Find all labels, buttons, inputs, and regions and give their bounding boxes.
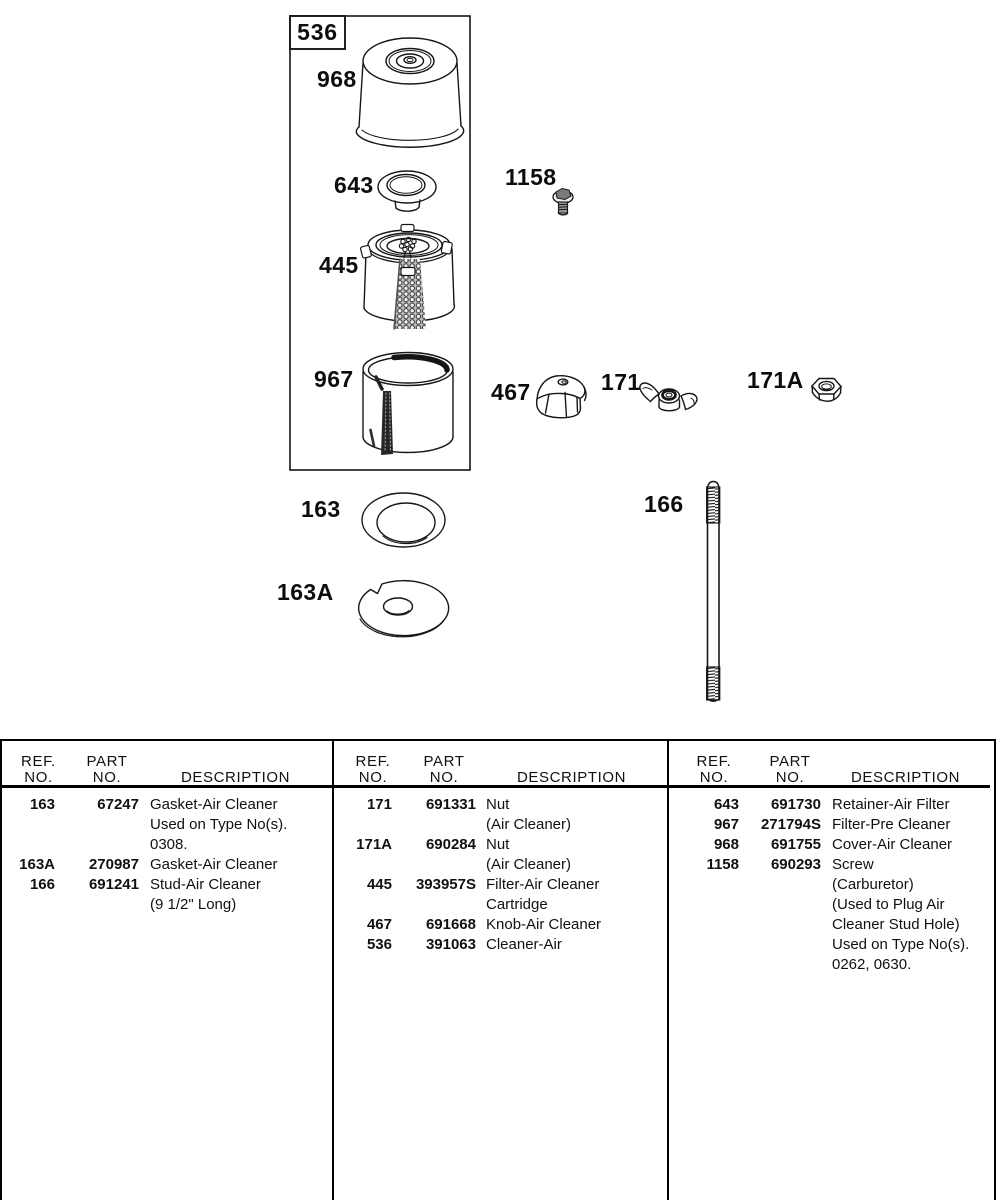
- parts-table-column-1: [2, 741, 332, 1200]
- threaded-stud-icon: [707, 482, 720, 702]
- description-line: Filter-Air Cleaner: [486, 876, 600, 893]
- table-row: [2, 795, 332, 855]
- part-no-header: PART NO.: [769, 753, 811, 786]
- ref-no-cell: 643: [713, 796, 739, 813]
- wing-nut-icon: [640, 383, 697, 411]
- ref-no-cell: 163A: [19, 856, 55, 873]
- part-no-cell: 691241: [88, 876, 139, 893]
- description-line: Gasket-Air Cleaner: [150, 796, 278, 813]
- part-no-header: PART NO.: [86, 753, 128, 786]
- part-no-cell: 691730: [770, 796, 821, 813]
- ref-no-header: REF. NO.: [355, 753, 391, 786]
- table-row: [2, 855, 332, 875]
- description-cell: [476, 915, 667, 935]
- part-no-cell: 691755: [770, 836, 821, 853]
- description-line: (Carburetor): [832, 876, 914, 893]
- description-line: Knob-Air Cleaner: [486, 916, 602, 933]
- gasket-ring-icon: [362, 493, 445, 547]
- part-no-header: PART NO.: [423, 753, 465, 786]
- description-cell: [821, 815, 990, 835]
- table-row: [334, 935, 667, 955]
- description-line: Retainer-Air Filter: [832, 796, 950, 813]
- description-line: 0262, 0630.: [832, 956, 912, 973]
- table-row: [669, 855, 990, 975]
- description-line: Nut: [486, 836, 510, 853]
- description-line: Used on Type No(s).: [832, 936, 970, 953]
- callout-445: 445: [319, 252, 359, 278]
- ref-no-cell: 968: [713, 836, 739, 853]
- callout-968: 968: [317, 66, 357, 92]
- table-header: [669, 741, 990, 788]
- description-header: DESCRIPTION: [850, 768, 961, 786]
- part-no-cell: 691331: [425, 796, 476, 813]
- callout-967: 967: [314, 366, 354, 392]
- part-no-cell: 67247: [97, 796, 139, 813]
- ref-no-header: REF. NO.: [696, 753, 732, 786]
- description-line: 0308.: [150, 836, 188, 853]
- ref-no-cell: 163: [29, 796, 55, 813]
- description-line: Screw: [832, 856, 874, 873]
- table-row: [2, 875, 332, 915]
- description-cell: [476, 835, 667, 875]
- description-line: Used on Type No(s).: [150, 816, 288, 833]
- air-cleaner-knob-icon: [537, 376, 586, 418]
- description-cell: [476, 935, 667, 955]
- description-line: Filter-Pre Cleaner: [832, 816, 951, 833]
- parts-table-column-2: [332, 741, 667, 1200]
- part-no-cell: 393957S: [415, 876, 476, 893]
- callout-171A: 171A: [747, 367, 804, 393]
- table-row: [334, 875, 667, 915]
- callout-163A: 163A: [277, 579, 334, 605]
- description-line: (Air Cleaner): [486, 856, 572, 873]
- description-line: (Air Cleaner): [486, 816, 572, 833]
- ref-no-cell: 171A: [356, 836, 392, 853]
- part-no-cell: 391063: [425, 936, 476, 953]
- table-body: [669, 788, 990, 975]
- callout-166: 166: [644, 491, 684, 517]
- description-cell: [139, 855, 332, 875]
- description-cell: [476, 795, 667, 835]
- description-header: DESCRIPTION: [516, 768, 627, 786]
- filter-cartridge-icon: [360, 225, 454, 330]
- ref-no-cell: 536: [366, 936, 392, 953]
- description-line: Cleaner-Air: [486, 936, 562, 953]
- part-no-cell: 271794S: [760, 816, 821, 833]
- callout-536: 536: [297, 19, 338, 45]
- part-no-cell: 270987: [88, 856, 139, 873]
- description-line: Nut: [486, 796, 510, 813]
- table-header: [334, 741, 667, 788]
- air-cleaner-cover-icon: [356, 38, 463, 147]
- pre-cleaner-filter-icon: [363, 353, 453, 456]
- description-cell: [821, 835, 990, 855]
- part-no-cell: 691668: [425, 916, 476, 933]
- hex-nut-icon: [812, 379, 841, 402]
- table-row: [669, 795, 990, 815]
- table-row: [334, 795, 667, 835]
- ref-no-cell: 171: [366, 796, 392, 813]
- description-line: (Used to Plug Air: [832, 896, 945, 913]
- ref-no-cell: 445: [366, 876, 392, 893]
- description-cell: [821, 855, 990, 975]
- ref-no-cell: 1158: [706, 856, 739, 873]
- description-line: Cover-Air Cleaner: [832, 836, 953, 853]
- ref-no-cell: 166: [29, 876, 55, 893]
- table-row: [669, 835, 990, 855]
- parts-table-column-3: [667, 741, 990, 1200]
- callout-163: 163: [301, 496, 341, 522]
- carburetor-screw-icon: [553, 189, 573, 215]
- description-line: Stud-Air Cleaner: [150, 876, 261, 893]
- callout-171: 171: [601, 369, 641, 395]
- table-body: [2, 788, 332, 915]
- part-no-cell: 690293: [770, 856, 821, 873]
- notched-gasket-icon: [359, 581, 449, 637]
- description-line: (9 1/2" Long): [150, 896, 237, 913]
- table-row: [669, 815, 990, 835]
- table-row: [334, 915, 667, 935]
- table-body: [334, 788, 667, 955]
- table-header: [2, 741, 332, 788]
- description-cell: [139, 795, 332, 855]
- ref-no-cell: 967: [713, 816, 739, 833]
- description-cell: [821, 795, 990, 815]
- parts-table: [0, 739, 996, 1200]
- callout-643: 643: [334, 172, 374, 198]
- description-cell: [476, 875, 667, 915]
- table-row: [334, 835, 667, 875]
- description-header: DESCRIPTION: [180, 768, 291, 786]
- ref-no-cell: 467: [366, 916, 392, 933]
- ref-no-header: REF. NO.: [21, 753, 56, 786]
- callout-467: 467: [491, 379, 531, 405]
- description-cell: [139, 875, 332, 915]
- part-no-cell: 690284: [425, 836, 476, 853]
- filter-retainer-icon: [378, 171, 436, 211]
- description-line: Gasket-Air Cleaner: [150, 856, 278, 873]
- callout-1158: 1158: [505, 164, 557, 190]
- description-line: Cleaner Stud Hole): [832, 916, 960, 933]
- description-line: Cartridge: [486, 896, 548, 913]
